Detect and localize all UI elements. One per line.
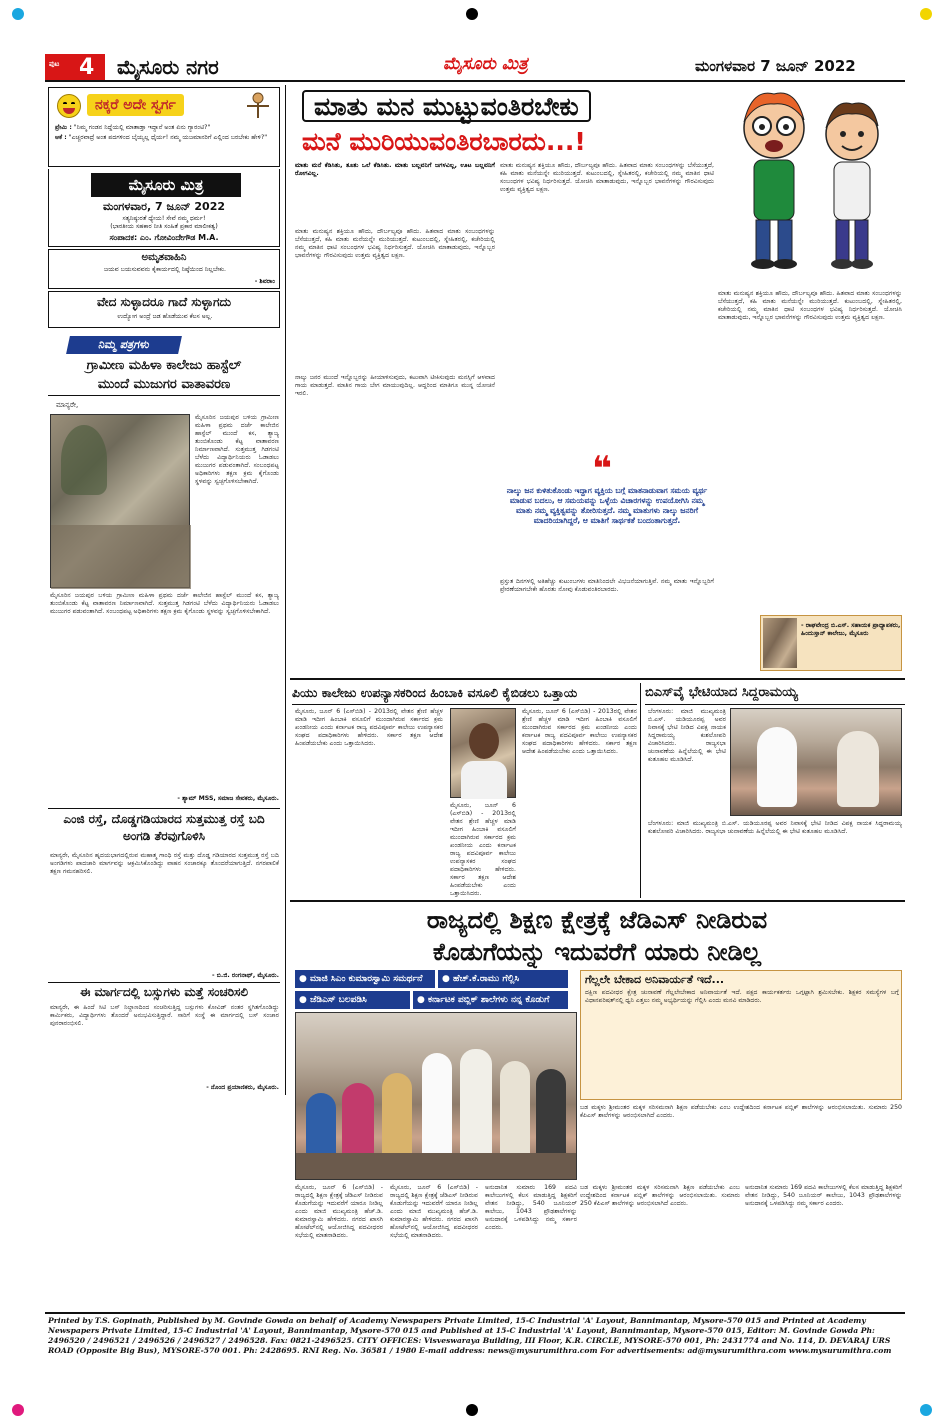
letter1-body-right: ಮೈಸೂರಿನ ಜಯಪುರ ಬಳಿಯ ಗ್ರಾಮೀಣ ಮಹಿಳಾ ಪ್ರಥಮ ದರ್ಜೆ ಕಾಲೇಜಿನ ಹಾಸ್ಟೆಲ್ ಮುಂದೆ ಕಸ, ತ್ಯಾಜ್ಯ ತುಂಬಿಕೊಂಡು ಕೆಟ್ಟ ವಾತಾವರಣ ನಿರ್ಮಾಣವಾಗಿದೆ. ಸುತ್ತಮುತ್ತ ಗಿಡಗಂಟಿ ಬೆಳೆದು ವಿದ್ಯಾರ್ಥಿನಿಯರು ಓಡಾಡಲು ಮುಜುಗರ ಪಡುವಂತಾಗಿದೆ. ಸಂಬಂಧಪಟ್ಟ ಅಧಿಕಾರಿಗಳು ತಕ್ಷಣ ಕ್ರಮ ಕೈಗೊಂಡು ಸ್ಥಳವನ್ನು ಸ್ವಚ್ಛಗೊಳಿಸಬೇಕಾಗಿದೆ.: [195, 414, 279, 485]
puc-title: ಪಿಯು ಕಾಲೇಜು ಉಪನ್ಯಾಸಕರಿಂದ ಹಿಂಬಾಕಿ ವಸೂಲಿ ಕೈಬಿಡಲು ಒತ್ತಾಯ: [292, 685, 578, 700]
column-divider: [640, 683, 641, 898]
veda-text: ಉದ್ಯೋಗ ಅಂದ್ರೆ ಜಡ ಹೊಡೆಯುವ ಕೆಲಸ ಅಲ್ಲ.: [117, 313, 213, 320]
bsy-title: ಬಿಎಸ್‌ವೈ ಭೇಟಿಯಾದ ಸಿದ್ದರಾಮಯ್ಯ: [645, 685, 798, 700]
registration-mark: [12, 1404, 24, 1416]
page-header: [45, 52, 905, 82]
header-date: ಮಂಗಳವಾರ 7 ಜೂನ್ 2022: [695, 57, 856, 75]
main-headline: [292, 904, 902, 968]
nakkare-speaker1: ಪ್ರೇಮಿ :: [55, 124, 72, 131]
masthead: ಮೈಸೂರು ಮಿತ್ರ: [443, 54, 528, 74]
letter2-signature: - ಬಿ.ಜಿ. ರಂಗನಾಥ್, ಮೈಸೂರು.: [212, 972, 279, 979]
puc-body-col1: ಮೈಸೂರು, ಜೂನ್ 6 (ಎಸ್‌ಬಿಡಿ) - 2013ರಲ್ಲಿ ವೇತನ ಶ್ರೇಣಿ ಹೆಚ್ಚಳ ಮಾಡಿ ಇದೀಗ ಹಿಂಬಾಕಿ ವಸೂಲಿಗೆ ಮುಂದಾಗಿರುವ ಸರ್ಕಾರದ ಕ್ರಮ ಖಂಡನೀಯ ಎಂದು ಕರ್ನಾಟಕ ರಾಜ್ಯ ಪದವಿಪೂರ್ವ ಕಾಲೇಜು ಉಪನ್ಯಾಸಕರ ಸಂಘದ ಪದಾಧಿಕಾರಿಗಳು ಹೇಳಿದರು. ಸರ್ಕಾರ ತಕ್ಷಣ ಆದೇಶ ಹಿಂಪಡೆಯಬೇಕು ಎಂದು ಒತ್ತಾಯಿಸಿದರು.: [295, 708, 443, 747]
letters-tag: ನಿಮ್ಮ ಪತ್ರಗಳು: [66, 336, 182, 354]
page-label: ಪುಟ: [49, 60, 60, 68]
lead-headline-line2: ಮನೆ ಮುರಿಯುವಂತಿರಬಾರದು...!: [302, 127, 586, 156]
page-number-box: [45, 54, 105, 80]
registration-mark: [12, 8, 24, 20]
lead-byline: - ರಾಘವೇಂದ್ರ ಬಿ.ಎಸ್. ಸಹಾಯಕ ಪ್ರಾಧ್ಯಾಪಕರು, ಹಿಂದುಸ್ತಾನ್ ಕಾಲೇಜು, ಮೈಸೂರು: [801, 622, 901, 637]
main-sub3: ● ಜೆಡಿಎಸ್ ಬಲಪಡಿಸಿ: [295, 991, 410, 1009]
main-sub2: ● ಹೆಚ್.ಕೆ.ರಾಮು ಗೆಲ್ಲಿಸಿ: [438, 970, 568, 988]
letter1-headline-line2: ಮುಂದೆ ಮುಜುಗರ ವಾತಾವರಣ: [97, 377, 231, 392]
main-body-col2: ಮೈಸೂರು, ಜೂನ್ 6 (ಎಸ್‌ಬಿಡಿ) - ರಾಜ್ಯದಲ್ಲಿ ಶಿಕ್ಷಣ ಕ್ಷೇತ್ರಕ್ಕೆ ಜೆಡಿಎಸ್ ನೀಡಿರುವ ಕೊಡುಗೆಯನ್ನು ಇದುವರೆಗೆ ಯಾರೂ ನೀಡಿಲ್ಲ ಎಂದು ಮಾಜಿ ಮುಖ್ಯಮಂತ್ರಿ ಹೆಚ್.ಡಿ. ಕುಮಾರಸ್ವಾಮಿ ಹೇಳಿದರು. ನಗರದ ಖಾಸಗಿ ಹೋಟೆಲ್‌ನಲ್ಲಿ ಆಯೋಜಿಸಿದ್ದ ಪದವೀಧರರ ಸಭೆಯಲ್ಲಿ ಮಾತನಾಡಿದರು.: [390, 1184, 478, 1239]
section-rule: [290, 678, 905, 680]
lead-body-col2b: ಪ್ರಸ್ತುತ ದಿನಗಳಲ್ಲಿ ಅತಿಹೆಚ್ಚು ಕುಟುಂಬಗಳು ಮಾತಿನಿಂದಲೇ ವಿಭಜನೆಯಾಗುತ್ತಿವೆ. ನಮ್ಮ ಮಾತು ಇನ್ನೊಬ್ಬರಿಗೆ ಪ್ರೇರಣೆಯಾಗಬೇಕೇ ಹೊರತು ನೋವು ಕೊಡುವಂತಿರಬಾರದು.: [500, 578, 714, 593]
letters-tag-row: [48, 336, 280, 354]
main-sub4: ● ಕರ್ನಾಟಕ ಪಬ್ಲಿಕ್ ಶಾಲೆಗಳು ನನ್ನ ಕೊಡುಗೆ: [413, 991, 568, 1009]
letter3-headline: [48, 982, 280, 1002]
lead-body-col2: ಮಾತು ಮನುಷ್ಯನ ಶಕ್ತಿಯೂ ಹೌದು, ದೌರ್ಬಲ್ಯವೂ ಹೌದು. ಹಿತವಾದ ಮಾತು ಸಂಬಂಧಗಳನ್ನು ಬೆಸೆಯುತ್ತದೆ, ಕಹಿ ಮಾತು ಮನೆಯನ್ನೇ ಮುರಿಯುತ್ತದೆ. ಕುಟುಂಬದಲ್ಲಿ, ಸ್ನೇಹಿತರಲ್ಲಿ, ಕಚೇರಿಯಲ್ಲಿ ನಮ್ಮ ಮಾತಿನ ಧಾಟಿ ಸಂಬಂಧಗಳ ಭವಿಷ್ಯ ನಿರ್ಧರಿಸುತ್ತದೆ. ಯೋಚಿಸಿ ಮಾತಾಡುವುದು, ಇನ್ನೊಬ್ಬರ ಭಾವನೆಗಳನ್ನು ಗೌರವಿಸುವುದು ಉತ್ತಮ ವ್ಯಕ್ತಿತ್ವದ ಲಕ್ಷಣ.: [500, 162, 714, 193]
masthead-editor: ಸಂಪಾದಕ: ಎಂ. ಗೋವಿಂದೇಗೌಡ M.A.: [109, 233, 219, 242]
bsy-body-col2: ಬೆಂಗಳೂರು: ಮಾಜಿ ಮುಖ್ಯಮಂತ್ರಿ ಬಿ.ಎಸ್. ಯಡಿಯೂರಪ್ಪ ಅವರ ನಿವಾಸಕ್ಕೆ ಭೇಟಿ ನೀಡಿದ ವಿಪಕ್ಷ ನಾಯಕ ಸಿದ್ದರಾಮಯ್ಯ ಕುಶಲೋಪರಿ ವಿಚಾರಿಸಿದರು. ರಾಜ್ಯಸಭಾ ಚುನಾವಣೆಯ ಹಿನ್ನೆಲೆಯಲ್ಲಿ ಈ ಭೇಟಿ ಕುತೂಹಲ ಮೂಡಿಸಿದೆ.: [648, 820, 902, 835]
bsy-body-col1: ಬೆಂಗಳೂರು: ಮಾಜಿ ಮುಖ್ಯಮಂತ್ರಿ ಬಿ.ಎಸ್. ಯಡಿಯೂರಪ್ಪ ಅವರ ನಿವಾಸಕ್ಕೆ ಭೇಟಿ ನೀಡಿದ ವಿಪಕ್ಷ ನಾಯಕ ಸಿದ್ದರಾಮಯ್ಯ ಕುಶಲೋಪರಿ ವಿಚಾರಿಸಿದರು. ರಾಜ್ಯಸಭಾ ಚುನಾವಣೆಯ ಹಿನ್ನೆಲೆಯಲ್ಲಿ ಈ ಭೇಟಿ ಕುತೂಹಲ ಮೂಡಿಸಿದೆ.: [648, 708, 726, 763]
nakkare-title-bar: [87, 94, 184, 116]
masthead-box-date: ಮಂಗಳವಾರ, 7 ಜೂನ್ 2022: [102, 200, 226, 213]
registration-mark: [920, 8, 932, 20]
lead-body-col1a: ಮಾತು ಮನುಷ್ಯನ ಶಕ್ತಿಯೂ ಹೌದು, ದೌರ್ಬಲ್ಯವೂ ಹೌದು. ಹಿತವಾದ ಮಾತು ಸಂಬಂಧಗಳನ್ನು ಬೆಸೆಯುತ್ತದೆ, ಕಹಿ ಮಾತು ಮನೆಯನ್ನೇ ಮುರಿಯುತ್ತದೆ. ಕುಟುಂಬದಲ್ಲಿ, ಸ್ನೇಹಿತರಲ್ಲಿ, ಕಚೇರಿಯಲ್ಲಿ ನಮ್ಮ ಮಾತಿನ ಧಾಟಿ ಸಂಬಂಧಗಳ ಭವಿಷ್ಯ ನಿರ್ಧರಿಸುತ್ತದೆ. ಯೋಚಿಸಿ ಮಾತಾಡುವುದು, ಇನ್ನೊಬ್ಬರ ಭಾವನೆಗಳನ್ನು ಗೌರವಿಸುವುದು ಉತ್ತಮ ವ್ಯಕ್ತಿತ್ವದ ಲಕ್ಷಣ.: [295, 228, 495, 259]
lead-intro: ಮಾತು ಮನೆ ಕೆಡಿಸಿತು, ತೂತು ಒಲೆ ಕೆಡಿಸಿತು. ಮಾತು ಬಲ್ಲವನಿಗೆ ಜಗಳವಿಲ್ಲ, ಊಟ ಬಲ್ಲವನಿಗೆ ರೋಗವಿಲ್ಲ.: [295, 162, 495, 177]
puc-body-col2: ಮೈಸೂರು, ಜೂನ್ 6 (ಎಸ್‌ಬಿಡಿ) - 2013ರಲ್ಲಿ ವೇತನ ಶ್ರೇಣಿ ಹೆಚ್ಚಳ ಮಾಡಿ ಇದೀಗ ಹಿಂಬಾಕಿ ವಸೂಲಿಗೆ ಮುಂದಾಗಿರುವ ಸರ್ಕಾರದ ಕ್ರಮ ಖಂಡನೀಯ ಎಂದು ಕರ್ನಾಟಕ ರಾಜ್ಯ ಪದವಿಪೂರ್ವ ಕಾಲೇಜು ಉಪನ್ಯಾಸಕರ ಸಂಘದ ಪದಾಧಿಕಾರಿಗಳು ಹೇಳಿದರು. ಸರ್ಕಾರ ತಕ್ಷಣ ಆದೇಶ ಹಿಂಪಡೆಯಬೇಕು ಎಂದು ಒತ್ತಾಯಿಸಿದರು.: [450, 802, 516, 897]
puc-photo: [450, 708, 516, 798]
masthead-tagline: ಸತ್ಯನಿಷ್ಠುರತೆ ಧ್ಯೇಯ! ಸೇವೆ ನಮ್ಮ ಧರ್ಮ!: [122, 215, 206, 222]
letter1-photo: [50, 414, 190, 588]
letter1-headline: [48, 356, 280, 396]
letter1-headline-line1: ಗ್ರಾಮೀಣ ಮಹಿಳಾ ಕಾಲೇಜು ಹಾಸ್ಟೆಲ್: [86, 358, 242, 373]
nakkare-box: [48, 87, 280, 167]
main-body-col3: ಅನುದಾನಿತ ಸುಮಾರು 169 ಪದವಿ ಕಾಲೇಜುಗಳಲ್ಲಿ ಕೆಲಸ ಮಾಡುತ್ತಿದ್ದ ಶಿಕ್ಷಕರಿಗೆ ವೇತನ ನೀಡಿದ್ದು, 540 ಜೂನಿಯರ್ ಕಾಲೇಜು, 1043 ಪ್ರೌಢಶಾಲೆಗಳನ್ನು ಅನುದಾನಕ್ಕೆ ಒಳಪಡಿಸಿದ್ದು ನಮ್ಮ ಸರ್ಕಾರ ಎಂದರು.: [485, 1184, 577, 1231]
laughing-face-icon: [57, 94, 81, 118]
nakkare-speaker2: ಆಕೆ :: [55, 134, 67, 141]
letter1-body: ಮೈಸೂರಿನ ಜಯಪುರ ಬಳಿಯ ಗ್ರಾಮೀಣ ಮಹಿಳಾ ಪ್ರಥಮ ದರ್ಜೆ ಕಾಲೇಜಿನ ಹಾಸ್ಟೆಲ್ ಮುಂದೆ ಕಸ, ತ್ಯಾಜ್ಯ ತುಂಬಿಕೊಂಡು ಕೆಟ್ಟ ವಾತಾವರಣ ನಿರ್ಮಾಣವಾಗಿದೆ. ಸುತ್ತಮುತ್ತ ಗಿಡಗಂಟಿ ಬೆಳೆದು ವಿದ್ಯಾರ್ಥಿನಿಯರು ಓಡಾಡಲು ಮುಜುಗರ ಪಡುವಂತಾಗಿದೆ. ಸಂಬಂಧಪಟ್ಟ ಅಧಿಕಾರಿಗಳು ತಕ್ಷಣ ಕ್ರಮ ಕೈಗೊಂಡು ಸ್ಥಳವನ್ನು ಸ್ವಚ್ಛಗೊಳಿಸಬೇಕಾಗಿದೆ.: [50, 592, 279, 615]
veda-title: ವೇದ ಸುಳ್ಳಾದರೂ ಗಾದೆ ಸುಳ್ಳಾಗದು: [96, 295, 232, 309]
lead-quote-box: [500, 449, 714, 573]
registration-mark: [466, 1404, 478, 1416]
main-photo: [295, 1012, 577, 1180]
letter2-headline: [48, 808, 280, 846]
quote-icon: ❝: [592, 449, 612, 489]
letter3-body: ಮಾನ್ಯರೇ, ಈ ಹಿಂದೆ ಸಿಟಿ ಬಸ್ ನಿಲ್ದಾಣದಿಂದ ಸಂಚರಿಸುತ್ತಿದ್ದ ಬಸ್ಸುಗಳು ಕೋವಿಡ್ ನಂತರ ಸ್ಥಗಿತಗೊಂಡಿದ್ದು ಕಾರ್ಮಿಕರು, ವಿದ್ಯಾರ್ಥಿಗಳು ತೊಂದರೆ ಅನುಭವಿಸುತ್ತಿದ್ದಾರೆ. ಸಾರಿಗೆ ಸಂಸ್ಥೆ ಈ ಮಾರ್ಗದಲ್ಲಿ ಬಸ್ ಸಂಚಾರ ಪುನರಾರಂಭಿಸಲಿ.: [50, 1004, 279, 1027]
section-rule: [290, 900, 905, 902]
letter2-body: ಮಾನ್ಯರೇ, ಮೈಸೂರಿನ ಹೃದಯಭಾಗದಲ್ಲಿರುವ ಮಹಾತ್ಮ ಗಾಂಧಿ ರಸ್ತೆ ಮತ್ತು ದೊಡ್ಡ ಗಡಿಯಾರದ ಸುತ್ತಮುತ್ತ ರಸ್ತೆ ಬದಿ ಅಂಗಡಿಗಳು ಪಾದಚಾರಿ ಮಾರ್ಗವನ್ನು ಆಕ್ರಮಿಸಿಕೊಂಡಿದ್ದು ವಾಹನ ಸಂಚಾರಕ್ಕೂ ತೊಂದರೆಯಾಗುತ್ತಿದೆ. ನಗರಪಾಲಿಕೆ ತಕ್ಷಣ ಗಮನಹರಿಸಲಿ.: [50, 852, 279, 875]
column-divider: [285, 85, 286, 1095]
main-body-col4: ಬಡ ಮಕ್ಕಳು ಶ್ರೀಮಂತರ ಮಕ್ಕಳ ಸರಿಸಮನಾಗಿ ಶಿಕ್ಷಣ ಪಡೆಯಬೇಕು ಎಂಬ ಉದ್ದೇಶದಿಂದ ಕರ್ನಾಟಕ ಪಬ್ಲಿಕ್ ಶಾಲೆಗಳನ್ನು ಆರಂಭಿಸಲಾಯಿತು. ಸುಮಾರು 250 ಕೆಪಿಎಸ್ ಶಾಲೆಗಳನ್ನು ಆರಂಭಿಸಲಾಗಿದೆ ಎಂದರು.: [580, 1184, 740, 1207]
main-body-right: ಬಡ ಮಕ್ಕಳು ಶ್ರೀಮಂತರ ಮಕ್ಕಳ ಸರಿಸಮನಾಗಿ ಶಿಕ್ಷಣ ಪಡೆಯಬೇಕು ಎಂಬ ಉದ್ದೇಶದಿಂದ ಕರ್ನಾಟಕ ಪಬ್ಲಿಕ್ ಶಾಲೆಗಳನ್ನು ಆರಂಭಿಸಲಾಯಿತು. ಸುಮಾರು 250 ಕೆಪಿಎಸ್ ಶಾಲೆಗಳನ್ನು ಆರಂಭಿಸಲಾಗಿದೆ ಎಂದರು.: [580, 1104, 902, 1119]
main-sidebar: [580, 970, 902, 1100]
letter2-title: ಎಂಜಿ ರಸ್ತೆ, ದೊಡ್ಡಗಡಿಯಾರದ ಸುತ್ತಮುತ್ತ ರಸ್ತೆ ಬದಿ ಅಂಗಡಿ ತೆರವುಗೊಳಿಸಿ: [63, 812, 265, 843]
main-body-col5: ಅನುದಾನಿತ ಸುಮಾರು 169 ಪದವಿ ಕಾಲೇಜುಗಳಲ್ಲಿ ಕೆಲಸ ಮಾಡುತ್ತಿದ್ದ ಶಿಕ್ಷಕರಿಗೆ ವೇತನ ನೀಡಿದ್ದು, 540 ಜೂನಿಯರ್ ಕಾಲೇಜು, 1043 ಪ್ರೌಢಶಾಲೆಗಳನ್ನು ಅನುದಾನಕ್ಕೆ ಒಳಪಡಿಸಿದ್ದು ನಮ್ಮ ಸರ್ಕಾರ ಎಂದರು.: [745, 1184, 902, 1207]
amruta-text: ಜಯವ ಬಯಸುವವನು ಕೈಕಾರ್ಯದಲ್ಲಿ ನಿಷ್ಠೆಯಿಂದ ನಿಲ್ಲಬೇಕು.: [103, 266, 227, 273]
puc-body-col3: ಮೈಸೂರು, ಜೂನ್ 6 (ಎಸ್‌ಬಿಡಿ) - 2013ರಲ್ಲಿ ವೇತನ ಶ್ರೇಣಿ ಹೆಚ್ಚಳ ಮಾಡಿ ಇದೀಗ ಹಿಂಬಾಕಿ ವಸೂಲಿಗೆ ಮುಂದಾಗಿರುವ ಸರ್ಕಾರದ ಕ್ರಮ ಖಂಡನೀಯ ಎಂದು ಕರ್ನಾಟಕ ರಾಜ್ಯ ಪದವಿಪೂರ್ವ ಕಾಲೇಜು ಉಪನ್ಯಾಸಕರ ಸಂಘದ ಪದಾಧಿಕಾರಿಗಳು ಹೇಳಿದರು. ಸರ್ಕಾರ ತಕ್ಷಣ ಆದೇಶ ಹಿಂಪಡೆಯಬೇಕು ಎಂದು ಒತ್ತಾಯಿಸಿದರು.: [522, 708, 637, 755]
registration-mark: [466, 8, 478, 20]
masthead-box: [48, 169, 280, 247]
registration-mark: [920, 1404, 932, 1416]
page-number: 4: [79, 55, 95, 80]
main-sidebar-body: ದಕ್ಷಿಣ ಪದವೀಧರ ಕ್ಷೇತ್ರ ಚುನಾವಣೆ ಗೆಲ್ಲಲೇಬೇಕಾದ ಅನಿವಾರ್ಯತೆ ಇದೆ. ಪಕ್ಷದ ಕಾರ್ಯಕರ್ತರು ಒಗ್ಗಟ್ಟಾಗಿ ಶ್ರಮಿಸಬೇಕು. ಶಿಕ್ಷಕರ ಸಮಸ್ಯೆಗಳ ಬಗ್ಗೆ ವಿಧಾನಪರಿಷತ್‌ನಲ್ಲಿ ಧ್ವನಿ ಎತ್ತಲು ನಮ್ಮ ಅಭ್ಯರ್ಥಿಯನ್ನು ಗೆಲ್ಲಿಸಿ ಎಂದು ಮನವಿ ಮಾಡಿದರು.: [585, 989, 899, 1004]
puc-headline: [292, 683, 637, 705]
nakkare-line1: "ನಿಮ್ಮ ಗಂಡನ ನಿದ್ದೆಯಲ್ಲಿ ಮಾತಾಡ್ತಾ ಇದ್ದಾನೆ ಅಂತ ಏನು ಗ್ಯಾರಂಟಿ?": [73, 124, 211, 131]
lead-quote-text: ನಾಲ್ಕು ಜನ ಕುಳಿತುಕೊಂಡು ಇದ್ದಾಗ ವ್ಯಕ್ತಿಯ ಬಗ್ಗೆ ಮಾತನಾಡುವಾಗ ಸಮಯ ವ್ಯರ್ಥ ಮಾಡುವ ಬದಲು, ಆ ಸಮಯವನ್ನು ಒಳ್ಳೆಯ ವಿಚಾರಗಳನ್ನು ಉಪಯೋಗಿಸಿ ನಮ್ಮ ಮಾತು ನಮ್ಮ ವ್ಯಕ್ತಿತ್ವವನ್ನು ತೋರಿಸುತ್ತದೆ. ನಮ್ಮ ಮಾತುಗಳು ನಾಲ್ಕು ಜನರಿಗೆ ಮಾದರಿಯಾಗಿದ್ದರೆ, ಆ ಮಾತಿಗೆ ಸಾರ್ಥಕತೆ ಬಂದಂತಾಗುತ್ತದೆ.: [506, 486, 708, 525]
letter3-title: ಈ ಮಾರ್ಗದಲ್ಲಿ ಬಸ್ಸುಗಳು ಮತ್ತೆ ಸಂಚರಿಸಲಿ: [79, 985, 249, 999]
letter1-signature: - ಶ್ಯಾಮ್ MSS, ಸಮಾಜ ಸೇವಕರು, ಮೈಸೂರು.: [177, 795, 279, 802]
letter1-salutation: ಮಾನ್ಯರೇ,: [56, 401, 79, 409]
lead-headline: [292, 90, 732, 160]
amruta-credit: - ಶಿವರಾಂ: [254, 278, 275, 285]
bsy-photo: [730, 708, 902, 816]
footer-imprint: Printed by T.S. Gopinath, Published by M. Govinde Gowda on behalf of Academy Newspapers Private Limited, 15-C Industrial 'A' Layout, Bannimantap, Mysore-570 015 and Printed at Academy Newspapers Private Limited, 15-C Industrial 'A' Layout, Bannimantap, Mysore-570 015 and Published at 15-C Industrial 'A' Layout, Bannimantap, Mysore-570 015, Editor: M. Govinde Gowda Ph: 2496520 / 2496521 / 2496526 / 2496527 / 2496528. Fax: 0821-2496525. CITY OFFICES: Visveswaraya Building, III Floor, K.R. CIRCLE, MYSORE-570 001, Ph: 2431774 and No. 114, D. DEVARAJ URS ROAD (Opposite Big Bus), MYSORE-570 001. Ph: 2428695. RNI Reg. No. 36581 / 1980 E-mail address: news@mysurumithra.com For advertisements: ad@mysurumithra.com www.mysurumithra.com: [48, 1316, 892, 1355]
lead-byline-box: [760, 615, 902, 671]
lead-body-col1b: ನಾಲ್ಕು ಜನರ ಮುಂದೆ ಇನ್ನೊಬ್ಬರನ್ನು ಹೀಯಾಳಿಸುವುದು, ಕಟುವಾಗಿ ಟೀಕಿಸುವುದು ಮನಸ್ಸಿಗೆ ಆಳವಾದ ಗಾಯ ಮಾಡುತ್ತದೆ. ಮಾತಿನ ಗಾಯ ಬೇಗ ಮಾಯುವುದಿಲ್ಲ. ಆದ್ದರಿಂದ ಮಾತಿಗೂ ಮುನ್ನ ಯೋಚನೆ ಇರಲಿ.: [295, 374, 495, 397]
amruta-box: [48, 249, 280, 289]
lead-body-col3: ಮಾತು ಮನುಷ್ಯನ ಶಕ್ತಿಯೂ ಹೌದು, ದೌರ್ಬಲ್ಯವೂ ಹೌದು. ಹಿತವಾದ ಮಾತು ಸಂಬಂಧಗಳನ್ನು ಬೆಸೆಯುತ್ತದೆ, ಕಹಿ ಮಾತು ಮನೆಯನ್ನೇ ಮುರಿಯುತ್ತದೆ. ಕುಟುಂಬದಲ್ಲಿ, ಸ್ನೇಹಿತರಲ್ಲಿ, ಕಚೇರಿಯಲ್ಲಿ ನಮ್ಮ ಮಾತಿನ ಧಾಟಿ ಸಂಬಂಧಗಳ ಭವಿಷ್ಯ ನಿರ್ಧರಿಸುತ್ತದೆ. ಯೋಚಿಸಿ ಮಾತಾಡುವುದು, ಇನ್ನೊಬ್ಬರ ಭಾವನೆಗಳನ್ನು ಗೌರವಿಸುವುದು ಉತ್ತಮ ವ್ಯಕ್ತಿತ್ವದ ಲಕ್ಷಣ.: [718, 290, 902, 321]
author-photo: [763, 618, 797, 668]
veda-box: [48, 291, 280, 328]
scarecrow-icon: [245, 92, 271, 120]
nakkare-title: ನಕ್ಕರೆ ಅದೇ ಸ್ವರ್ಗ: [95, 97, 176, 113]
nakkare-joke: [55, 124, 275, 142]
masthead-tagline2: (ಭಾರತೀಯ ಸಹಕಾರ ನೀತಿ ಸಂಹಿತೆ ಪ್ರಕಾರ ಮಾಲೀಕತ್ವ): [110, 223, 218, 230]
footer-rule: [45, 1312, 905, 1314]
masthead-box-name: ಮೈಸೂರು ಮಿತ್ರ: [91, 173, 241, 197]
letter3-signature: - ನೊಂದ ಪ್ರಯಾಣಿಕರು, ಮೈಸೂರು.: [206, 1084, 279, 1091]
nakkare-line2: "ಎಚ್ಚರವಾದ್ರೆ ಅಂತ ಪದಗಳಿಂದ ಬೈಯ್ಯಲ್ಲ ಧೈರ್ಯ! ನಮ್ಮ ಯಜಮಾನರಿಗೆ ಎಲ್ಲಿಂದ ಬರಬೇಕು ಹೇಳಿ?": [68, 134, 268, 141]
main-sidebar-title: ಗೆಲ್ಲಲೇ ಬೇಕಾದ ಅನಿವಾರ್ಯತೆ ಇದೆ...: [585, 973, 725, 986]
main-body-col1: ಮೈಸೂರು, ಜೂನ್ 6 (ಎಸ್‌ಬಿಡಿ) - ರಾಜ್ಯದಲ್ಲಿ ಶಿಕ್ಷಣ ಕ್ಷೇತ್ರಕ್ಕೆ ಜೆಡಿಎಸ್ ನೀಡಿರುವ ಕೊಡುಗೆಯನ್ನು ಇದುವರೆಗೆ ಯಾರೂ ನೀಡಿಲ್ಲ ಎಂದು ಮಾಜಿ ಮುಖ್ಯಮಂತ್ರಿ ಹೆಚ್.ಡಿ. ಕುಮಾರಸ್ವಾಮಿ ಹೇಳಿದರು. ನಗರದ ಖಾಸಗಿ ಹೋಟೆಲ್‌ನಲ್ಲಿ ಆಯೋಜಿಸಿದ್ದ ಪದವೀಧರರ ಸಭೆಯಲ್ಲಿ ಮಾತನಾಡಿದರು.: [295, 1184, 383, 1239]
main-sub1: ● ಮಾಜಿ ಸಿಎಂ ಕುಮಾರಸ್ವಾಮಿ ಸಮರ್ಥನೆ: [295, 970, 435, 988]
lead-headline-line1: ಮಾತು ಮನ ಮುಟ್ಟುವಂತಿರಬೇಕು: [302, 90, 591, 122]
cartoon-illustration: [722, 82, 902, 282]
section-title: ಮೈಸೂರು ನಗರ: [117, 55, 219, 79]
bsy-headline: [645, 683, 905, 705]
main-headline-line2: ಕೊಡುಗೆಯನ್ನು ಇದುವರೆಗೆ ಯಾರು ನೀಡಿಲ್ಲ: [432, 938, 762, 966]
amruta-title: ಅಮೃತವಾಹಿನಿ: [141, 252, 187, 263]
main-headline-line1: ರಾಜ್ಯದಲ್ಲಿ ಶಿಕ್ಷಣ ಕ್ಷೇತ್ರಕ್ಕೆ ಜೆಡಿಎಸ್ ನೀಡಿರುವ: [426, 906, 768, 934]
